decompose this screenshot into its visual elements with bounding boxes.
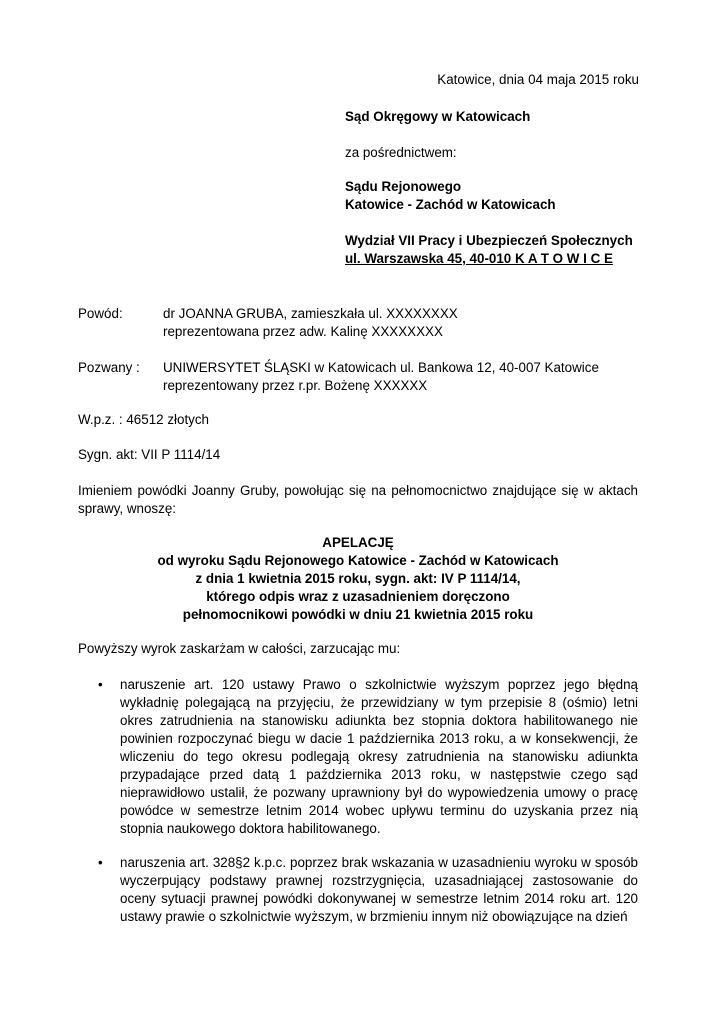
appeal-title: APELACJĘ: [322, 535, 394, 550]
charge-intro: Powyższy wyrok zaskarżam w całości, zarzucając mu:: [78, 641, 401, 656]
plaintiff-details: [163, 305, 458, 341]
charge-text: naruszenia art. 328§2 k.p.c. poprzez brak wskazania w uzasadnieniu wyroku w sposób wyczerpujący podstawy prawnej rozstrzygnięcia, uzasadniającej zastosowanie do oceny sytuacji prawnej powódki dokonywanej w semestrze letnim 2014 roku art. 120 ustawy prawie o szkolnictwie wyższym, w brzmieniu innym niż obowiązujące na dzień: [120, 855, 638, 924]
department-address: ul. Warszawska 45, 40-010 K A T O W I C E: [345, 251, 613, 266]
plaintiff-label: Powód:: [78, 306, 123, 321]
appeal-line-3: którego odpis wraz z uzasadnieniem doręczono: [206, 589, 510, 604]
defendant-label: Pozwany :: [78, 360, 140, 375]
plaintiff-name: dr JOANNA GRUBA, zamieszkała ul. XXXXXXXX: [163, 306, 458, 321]
appeal-line-2: z dnia 1 kwietnia 2015 roku, sygn. akt: IV P 1114/14,: [195, 571, 521, 586]
defendant-name: UNIWERSYTET ŚLĄSKI w Katowicach ul. Bankowa 12, 40-007 Katowice: [163, 360, 599, 375]
claim-value: W.p.z. : 46512 złotych: [78, 412, 209, 427]
list-item: [78, 676, 638, 838]
case-number: Sygn. akt: VII P 1114/14: [78, 447, 221, 462]
plaintiff-representative: reprezentowana przez adw. Kalinę XXXXXXXX: [163, 324, 443, 339]
charges-list: [78, 676, 638, 838]
lower-court-name: Sądu Rejonowego: [345, 179, 462, 194]
defendant-details: [163, 359, 599, 395]
document-date: Katowice, dnia 04 maja 2015 roku: [437, 72, 639, 87]
defendant-representative: reprezentowany przez r.pr. Bożenę XXXXXX: [163, 378, 428, 393]
addressee-court: Sąd Okręgowy w Katowicach: [345, 109, 531, 124]
charge-text: naruszenie art. 120 ustawy Prawo o szkolnictwie wyższym poprzez jego błędną wykładnię polegającą na przyjęciu, że przewidziany w tym przepisie 8 (ośmio) letni okres zatrudnienia na stanowisku adiunkta bez stopnia doktora habilitowanego nie powinien rozpoczynać biegu w dacie 1 października 2013 roku, a w konsekwencji, że wliczeniu do tego okresu podlegają okresy zatrudnienia na stanowisku adiunkta przypadające przed datą 1 października 2013 roku, w następstwie czego sąd nieprawidłowo ustalił, że pozwany uprawniony był do wypowiedzenia umowy o pracę powódce w semestrze letnim 2014 wobec upływu terminu do uzyskania przez nią stopnia naukowego doktora habilitowanego.: [120, 677, 638, 836]
bullet-icon: •: [98, 855, 103, 870]
appeal-line-4: pełnomocnikowi powódki w dniu 21 kwietnia 2015 roku: [182, 607, 534, 622]
appeal-heading: [78, 534, 638, 624]
department-name: Wydział VII Pracy i Ubezpieczeń Społecznych: [345, 233, 633, 248]
lower-court-location: Katowice - Zachód w Katowicach: [345, 197, 556, 212]
lower-court: [345, 178, 556, 214]
charges-list-continued: [78, 854, 638, 926]
appeal-line-1: od wyroku Sądu Rejonowego Katowice - Zachód w Katowicach: [157, 553, 559, 568]
list-item: [78, 854, 638, 926]
via-label: za pośrednictwem:: [345, 145, 457, 160]
bullet-icon: •: [98, 677, 103, 692]
intro-paragraph: Imieniem powódki Joanny Gruby, powołując się na pełnomocnictwo znajdujące się w aktach sprawy, wnoszę:: [78, 483, 638, 516]
court-department: [345, 232, 633, 268]
